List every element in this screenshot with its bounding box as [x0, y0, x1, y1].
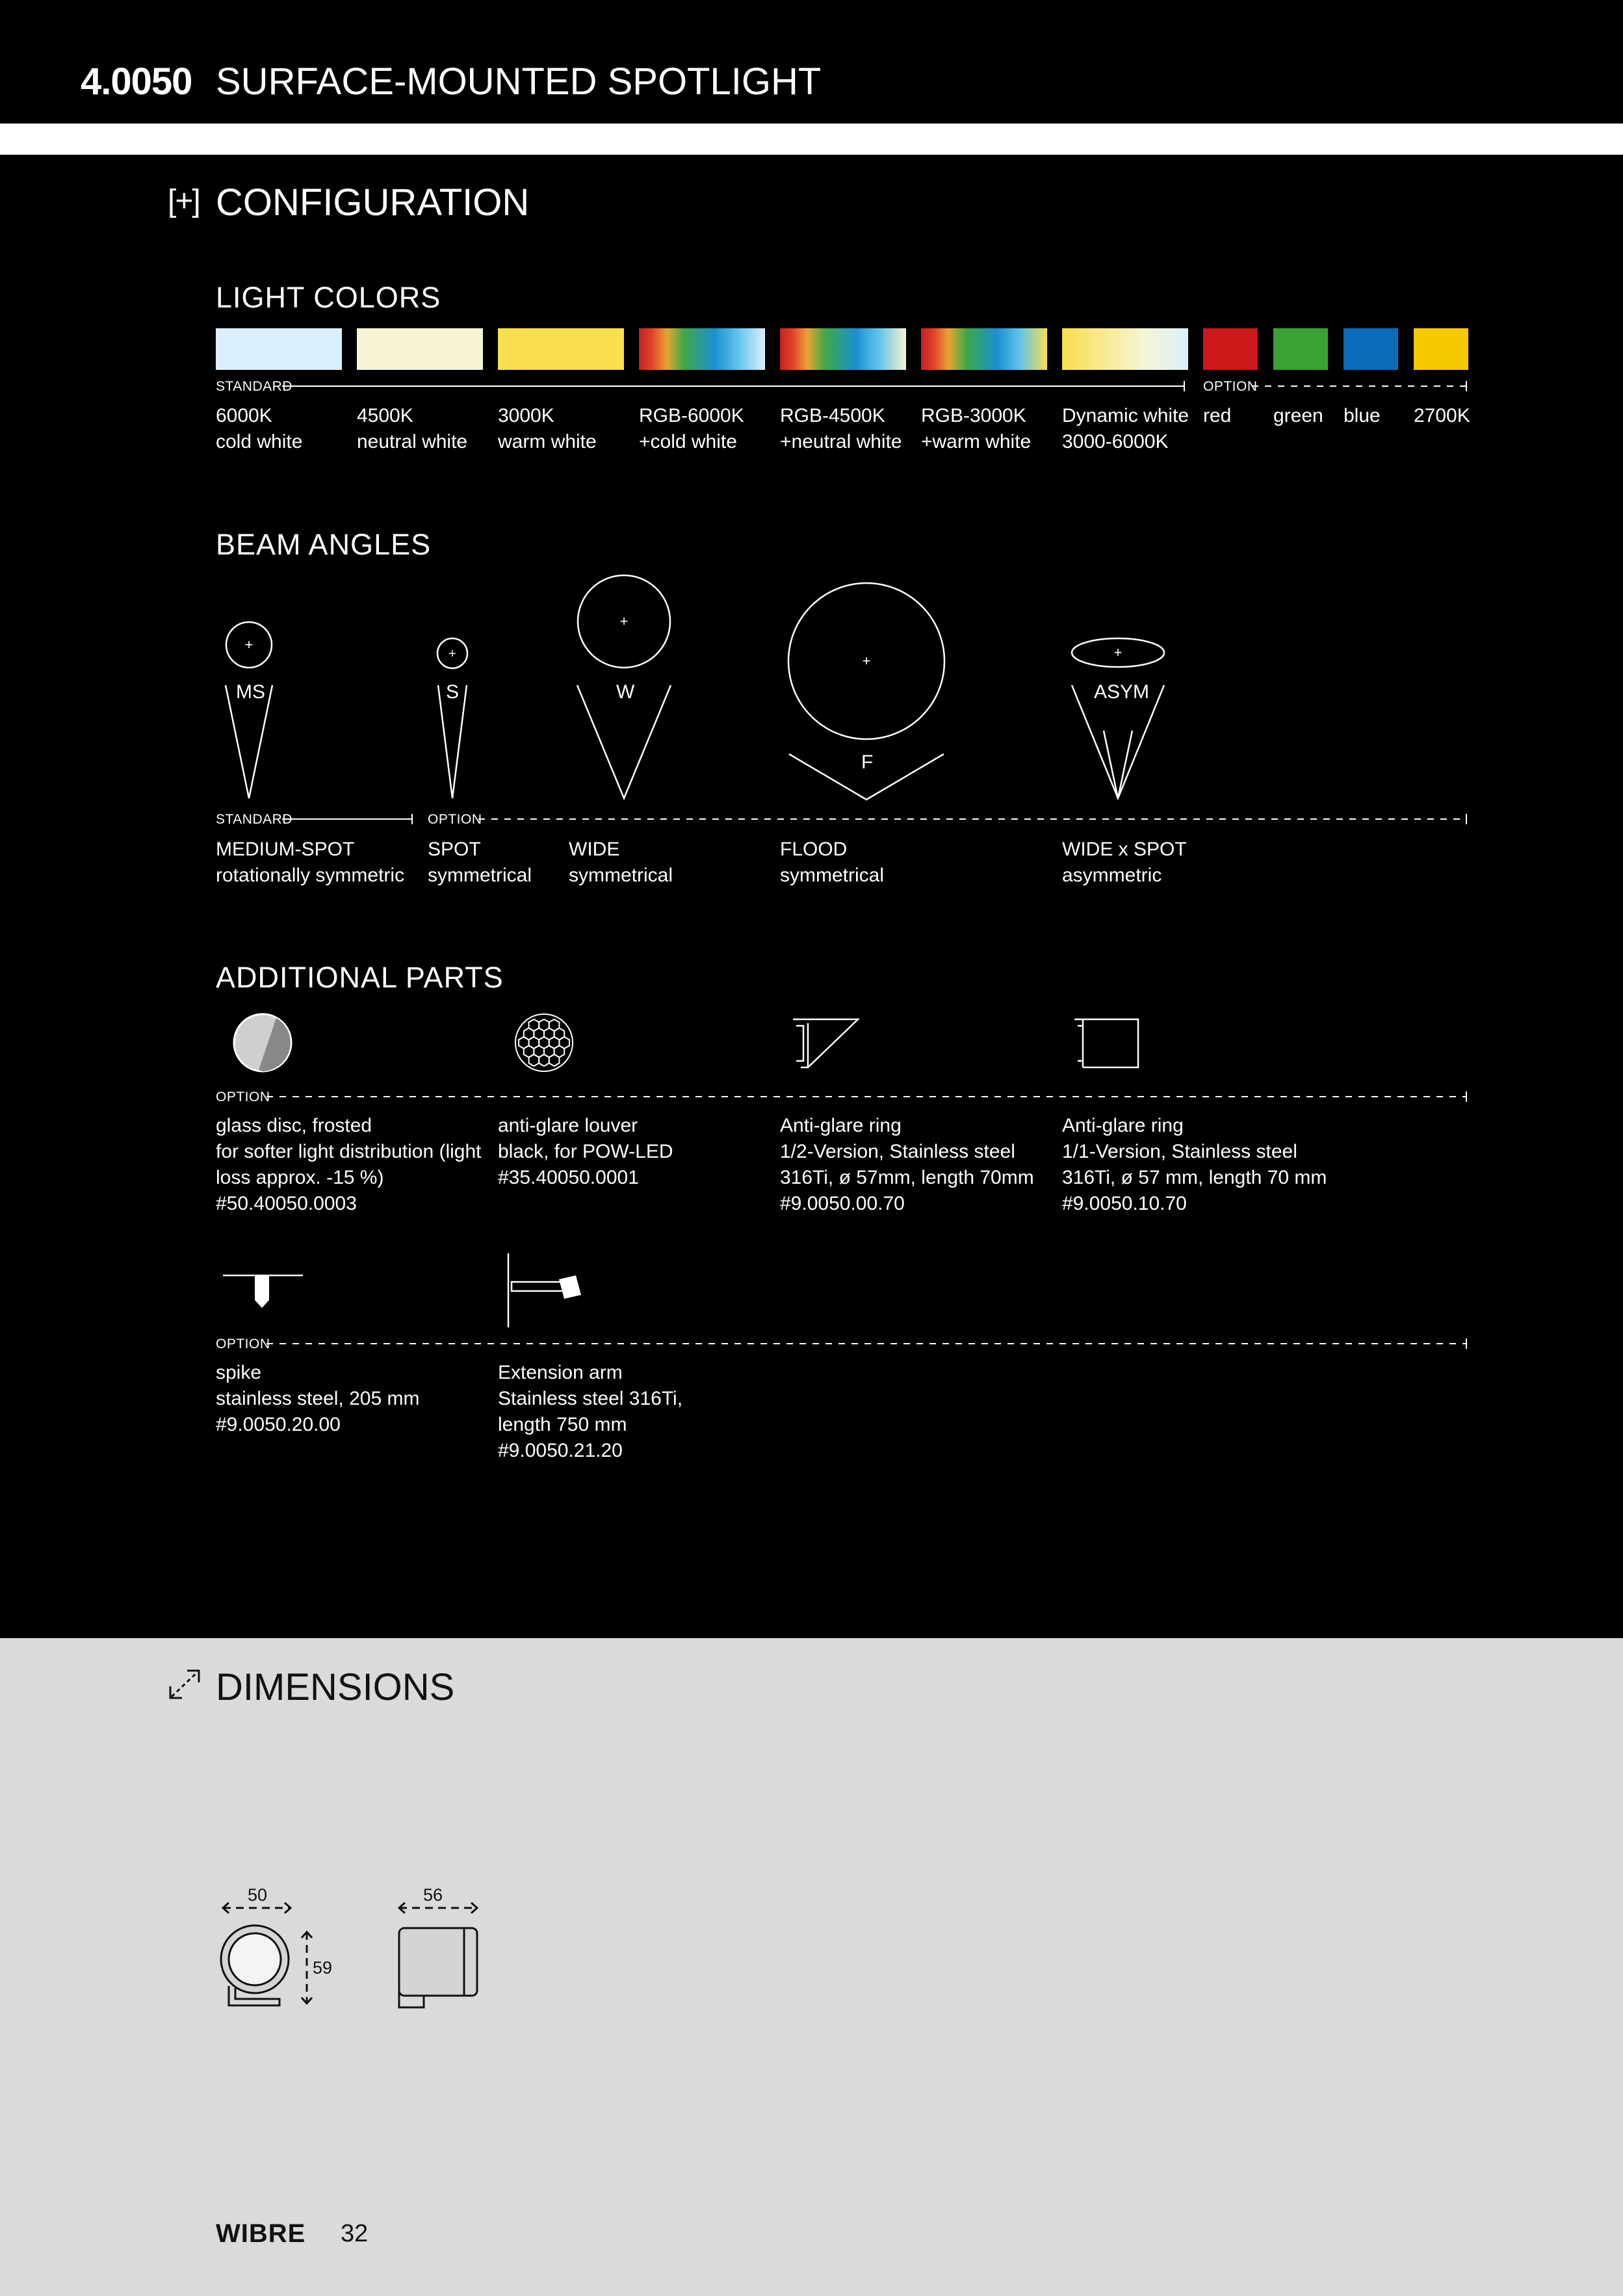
product-title: SURFACE-MOUNTED SPOTLIGHT: [216, 60, 822, 103]
plus-bracket-icon: [+]: [168, 184, 200, 218]
beam-code-s: S: [446, 681, 460, 703]
color-label: 6000K: [216, 405, 272, 426]
svg-text:+: +: [619, 613, 629, 629]
page-number: 32: [341, 2220, 369, 2247]
additional-parts-title: ADDITIONAL PARTS: [216, 961, 504, 994]
color-label: 4500K: [357, 405, 413, 426]
beam-code-f: F: [861, 751, 874, 773]
part-number: #9.0050.21.20: [498, 1440, 623, 1461]
part-desc: black, for POW-LED: [498, 1141, 673, 1162]
svg-text:+: +: [448, 647, 456, 661]
part-desc: stainless steel, 205 mm: [216, 1388, 420, 1409]
resize-arrows-icon: [170, 1671, 199, 1698]
part-name: spike: [216, 1362, 262, 1383]
color-label: Dynamic white: [1062, 405, 1189, 426]
color-label: blue: [1344, 405, 1381, 426]
part-name: glass disc, frosted: [216, 1115, 372, 1136]
part-number: #9.0050.20.00: [216, 1414, 341, 1435]
part-name: anti-glare louver: [498, 1115, 638, 1136]
brand-logo: WIBRE: [216, 2219, 306, 2248]
side-width-label: 56: [423, 1885, 443, 1905]
standard-tag: STANDARD: [216, 379, 292, 394]
beam-sublabel: symmetrical: [569, 865, 673, 886]
part-number: #50.40050.0003: [216, 1193, 357, 1214]
color-label: RGB-6000K: [639, 405, 744, 426]
front-height-label: 59: [313, 1958, 333, 1977]
option-tag: OPTION: [1203, 379, 1258, 394]
color-label: red: [1203, 405, 1232, 426]
color-sublabel: 3000-6000K: [1062, 431, 1169, 452]
part-desc: 316Ti, ø 57mm, length 70mm: [780, 1167, 1034, 1188]
part-number: #9.0050.00.70: [780, 1193, 905, 1214]
beam-angles-title: BEAM ANGLES: [216, 528, 432, 561]
color-sublabel: neutral white: [357, 431, 468, 452]
beam-code-asym: ASYM: [1094, 681, 1150, 703]
part-number: #9.0050.10.70: [1062, 1193, 1187, 1214]
side-view-drawing: [399, 1903, 477, 2007]
beam-sublabel: rotationally symmetric: [216, 865, 405, 886]
color-sublabel: +cold white: [639, 431, 737, 452]
front-width-label: 50: [248, 1885, 268, 1905]
configuration-title: CONFIGURATION: [216, 181, 530, 224]
color-label: RGB-4500K: [780, 405, 885, 426]
part-desc: 1/1-Version, Stainless steel: [1062, 1141, 1297, 1162]
beam-label: WIDE x SPOT: [1062, 839, 1187, 860]
beam-label: WIDE: [569, 839, 620, 860]
option-tag: OPTION: [428, 812, 482, 827]
part-name: Anti-glare ring: [1062, 1115, 1184, 1136]
color-sublabel: +warm white: [921, 431, 1032, 452]
part-desc: for softer light distribution (light: [216, 1141, 482, 1162]
part-desc: loss approx. -15 %): [216, 1167, 384, 1188]
color-sublabel: warm white: [498, 431, 597, 452]
svg-text:+: +: [862, 653, 871, 669]
color-sublabel: +neutral white: [780, 431, 902, 452]
beam-sublabel: symmetrical: [780, 865, 885, 886]
standard-tag: STANDARD: [216, 812, 292, 827]
color-label: green: [1273, 405, 1323, 426]
beam-sublabel: asymmetric: [1062, 865, 1162, 886]
dimensions-title: DIMENSIONS: [216, 1666, 455, 1708]
option-tag: OPTION: [216, 1337, 270, 1351]
beam-label: MEDIUM-SPOT: [216, 839, 355, 860]
option-tag: OPTION: [216, 1089, 270, 1104]
color-label: RGB-3000K: [921, 405, 1026, 426]
beam-label: SPOT: [428, 839, 481, 860]
light-colors-title: LIGHT COLORS: [216, 281, 441, 314]
front-view-drawing: [221, 1903, 312, 2005]
color-sublabel: cold white: [216, 431, 303, 452]
part-desc: 1/2-Version, Stainless steel: [780, 1141, 1015, 1162]
beam-code-w: W: [616, 681, 635, 703]
part-name: Anti-glare ring: [780, 1115, 902, 1136]
part-name: Extension arm: [498, 1362, 623, 1383]
beam-code-ms: MS: [236, 681, 265, 703]
color-label: 3000K: [498, 405, 554, 426]
color-label: 2700K: [1414, 405, 1470, 426]
svg-text:+: +: [244, 636, 253, 653]
part-desc: 316Ti, ø 57 mm, length 70 mm: [1062, 1167, 1327, 1188]
beam-sublabel: symmetrical: [428, 865, 532, 886]
part-number: #35.40050.0001: [498, 1167, 639, 1188]
svg-text:+: +: [1113, 644, 1123, 660]
part-desc: Stainless steel 316Ti,: [498, 1388, 683, 1409]
model-number: 4.0050: [81, 60, 192, 103]
beam-label: FLOOD: [780, 839, 848, 860]
part-desc: length 750 mm: [498, 1414, 627, 1435]
